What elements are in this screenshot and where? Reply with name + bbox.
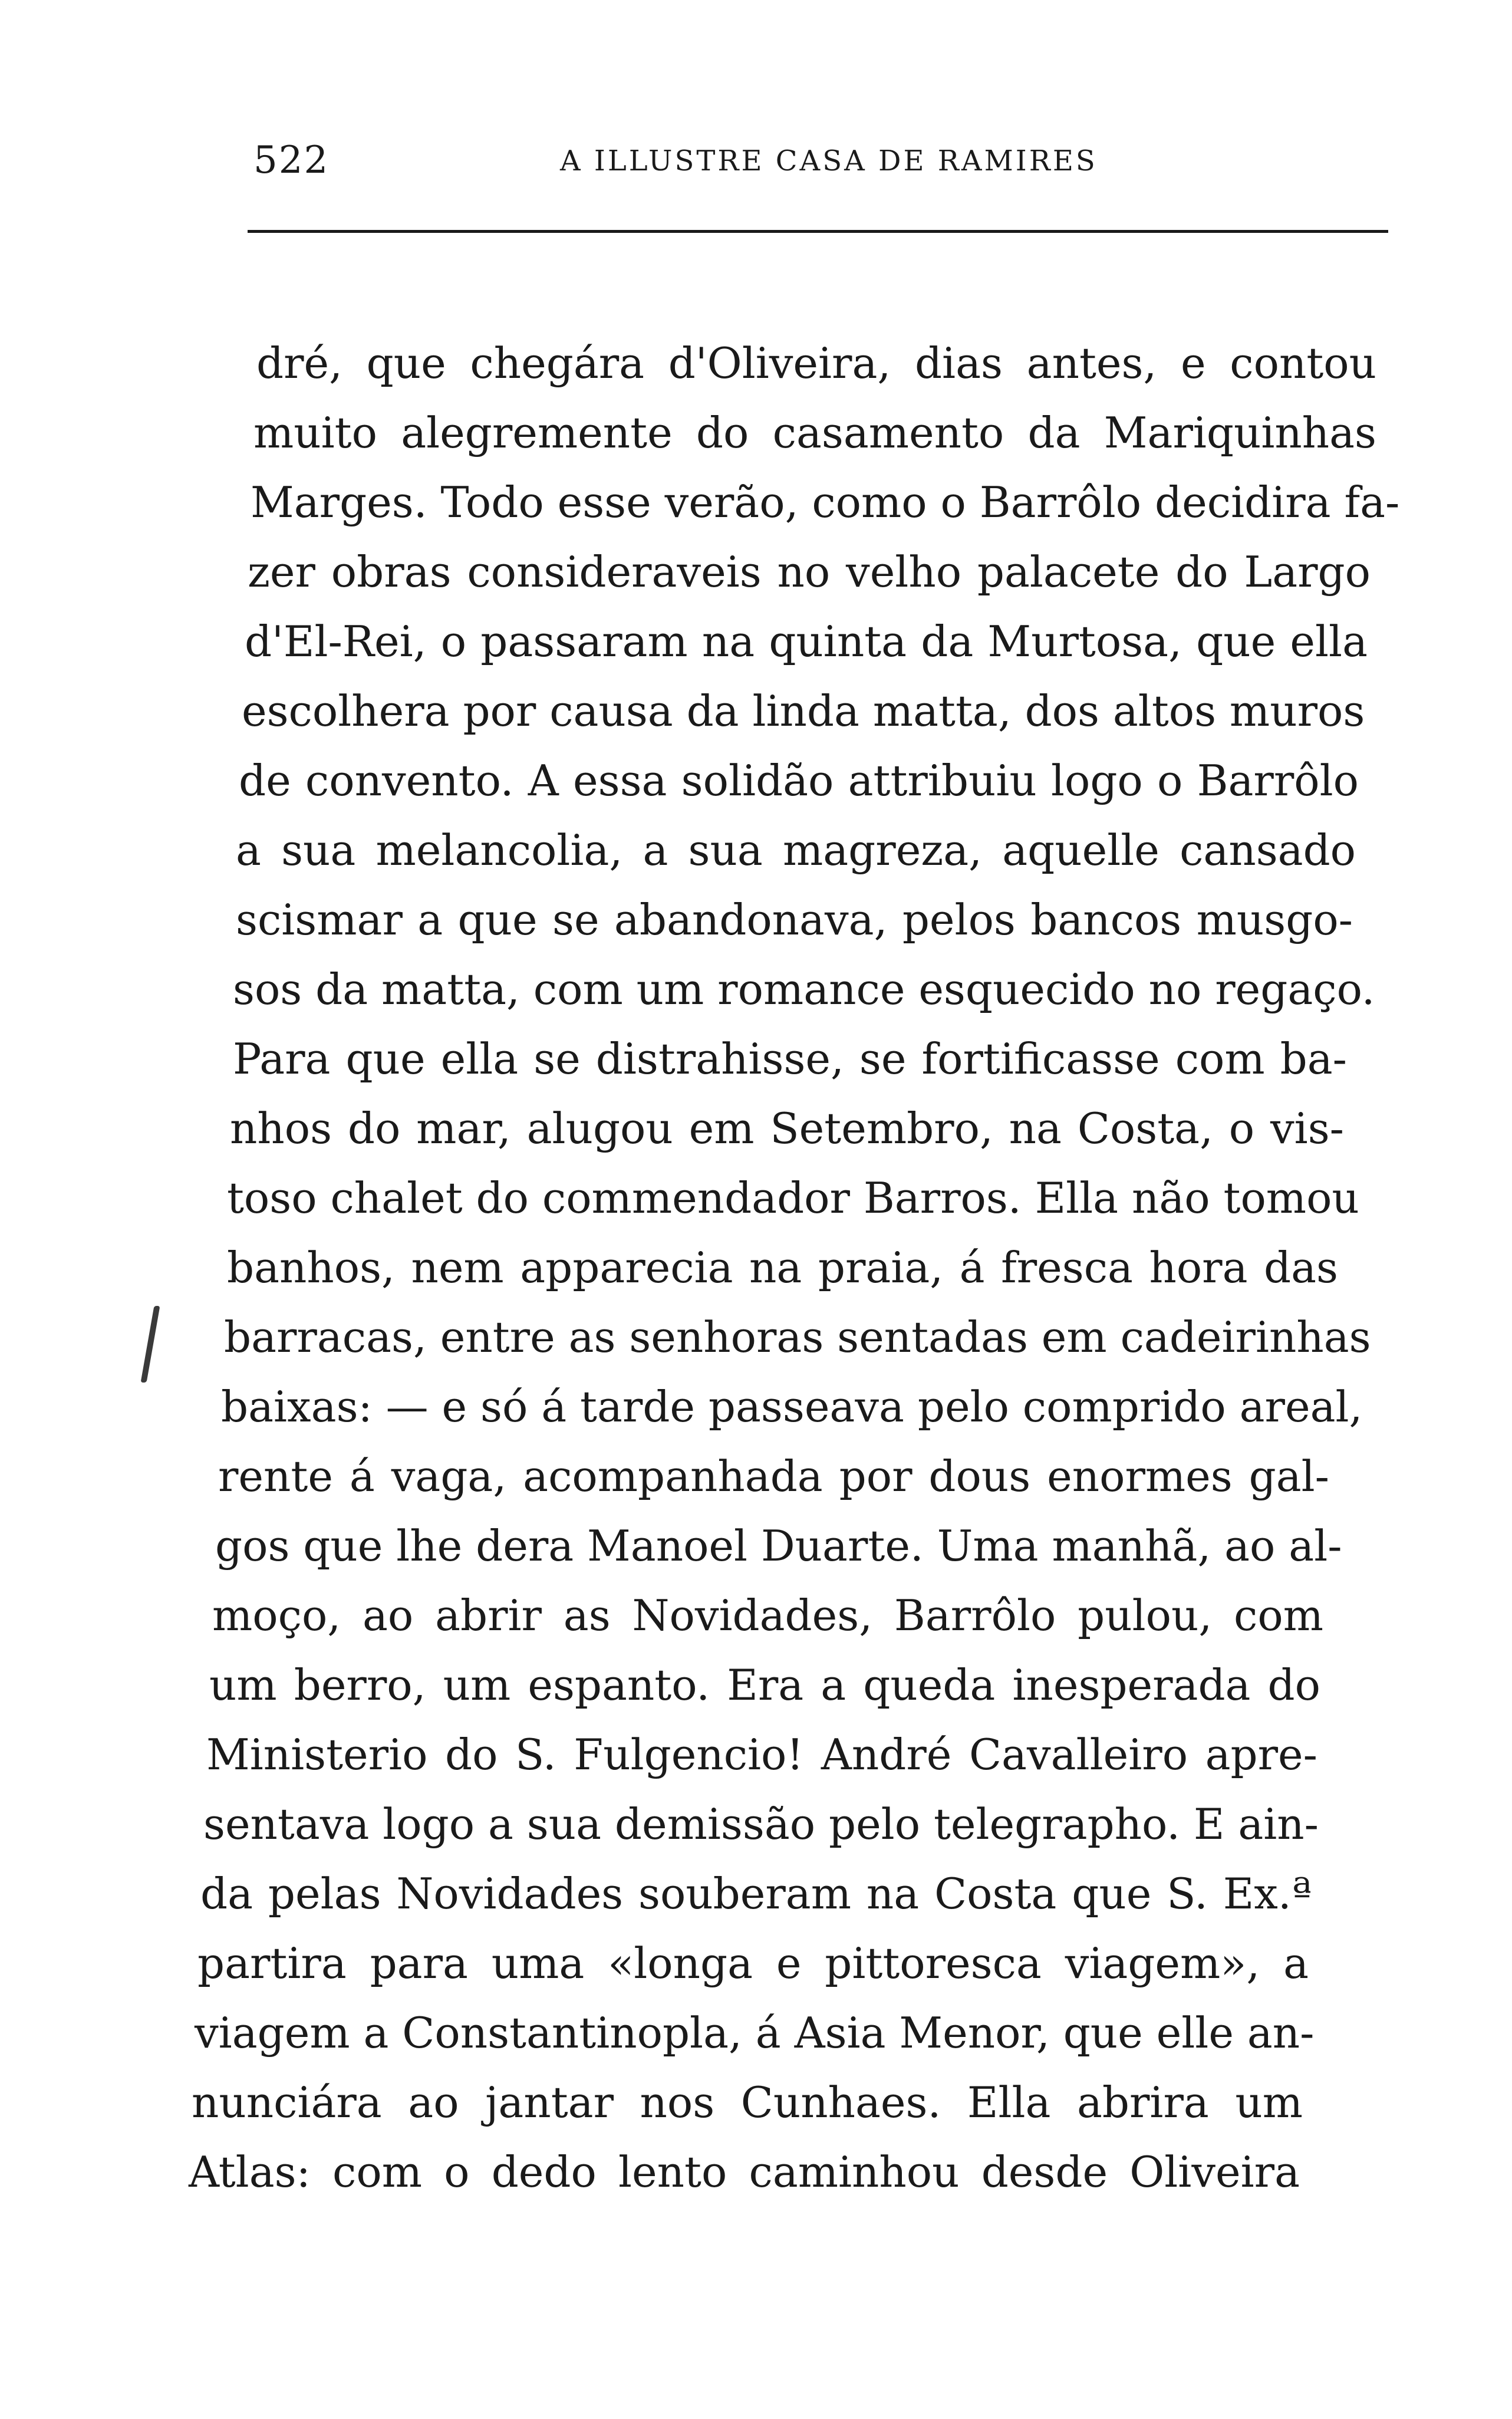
text-line: muito alegremente do casamento da Mariquinhas [253, 408, 1376, 458]
text-line: d'El-Rei, o passaram na quinta da Murtosa, que ella [245, 617, 1368, 666]
running-title: A ILLUSTRE CASA DE RAMIRES [560, 144, 1098, 177]
margin-pencil-mark [141, 1306, 160, 1383]
text-line: moço, ao abrir as Novidades, Barrôlo pulou, com [212, 1591, 1323, 1640]
text-line: nhos do mar, alugou em Setembro, na Costa, o vis- [230, 1104, 1344, 1153]
text-line: rente á vaga, acompanhada por dous enormes gal- [218, 1452, 1329, 1501]
text-line: escolhera por causa da linda matta, dos altos muros [242, 686, 1365, 736]
text-line: dré, que chegára d'Oliveira, dias antes, e contou [256, 338, 1376, 388]
text-line: nunciára ao jantar nos Cunhaes. Ella abrira um [192, 2078, 1303, 2127]
text-line: Marges. Todo esse verão, como o Barrôlo decidira fa- [251, 478, 1400, 527]
text-line: toso chalet do commendador Barros. Ella não tomou [227, 1173, 1359, 1223]
text-line: gos que lhe dera Manoel Duarte. Uma manhã, ao al- [215, 1521, 1342, 1571]
text-line: barracas, entre as senhoras sentadas em cadeirinhas [224, 1312, 1371, 1362]
text-line: da pelas Novidades souberam na Costa que S. Ex.ª [200, 1869, 1312, 1918]
text-line: de convento. A essa solidão attribuiu logo o Barrôlo [239, 756, 1359, 805]
text-line: viagem a Constantinopla, á Asia Menor, que elle an- [195, 2008, 1315, 2058]
text-line: scismar a que se abandonava, pelos bancos musgo- [236, 895, 1353, 944]
text-line: Ministerio do S. Fulgencio! André Cavalleiro apre- [206, 1730, 1317, 1779]
text-line: Atlas: com o dedo lento caminhou desde Oliveira [189, 2147, 1300, 2197]
text-line: banhos, nem apparecia na praia, á fresca hora das [227, 1243, 1338, 1292]
text-line: Para que ella se distrahisse, se fortificasse com ba- [233, 1034, 1347, 1084]
page-number: 522 [253, 139, 330, 182]
header-rule [248, 230, 1388, 233]
text-line: sos da matta, com um romance esquecido no regaço. [233, 965, 1375, 1014]
text-line: a sua melancolia, a sua magreza, aquelle cansado [236, 825, 1356, 875]
text-line: baixas: — e só á tarde passeava pelo comprido areal, [221, 1382, 1363, 1431]
text-line: um berro, um espanto. Era a queda inesperada do [209, 1660, 1320, 1710]
text-line: partira para uma «longa e pittoresca viagem», a [197, 1939, 1309, 1988]
text-line: sentava logo a sua demissão pelo telegrapho. E ain- [203, 1799, 1319, 1849]
text-line: zer obras consideraveis no velho palacete do Largo [248, 547, 1371, 597]
